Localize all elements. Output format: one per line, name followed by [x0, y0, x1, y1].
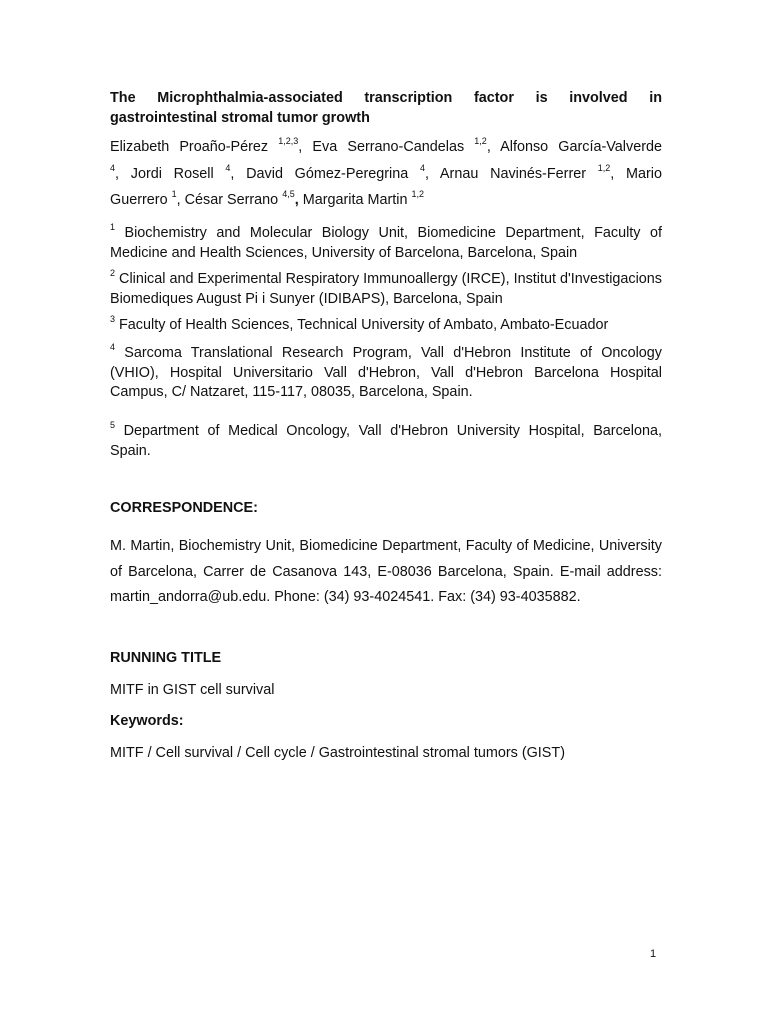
correspondence-heading: CORRESPONDENCE:: [110, 500, 258, 516]
affiliation-3: [110, 316, 662, 336]
paper-title: The Microphthalmia-associated transcription factor is involved in gastrointestinal stromal tumor growth: [110, 90, 662, 126]
affiliation-number: 3: [110, 314, 116, 325]
author-text: Margarita Martin: [298, 192, 412, 208]
affiliation-number: 4: [110, 342, 116, 353]
author-affil-sup: 1,2,3: [278, 136, 299, 147]
author-text: , Arnau Navinés-Ferrer: [425, 165, 598, 182]
author-text: , César Serrano: [176, 192, 283, 208]
correspondence-text: M. Martin, Biochemistry Unit, Biomedicine Department, Faculty of Medicine, University of Barcelona, Carrer de Casanova 143, E-08036 Barcelona, Spain. E-mail address: martin_andorra@ub.edu. Phone: (34) 93-4024541. Fax: (34) 93-4035882.: [110, 538, 662, 605]
author-affil-sup: 4: [110, 162, 116, 173]
author-affil-sup: 4: [419, 162, 425, 173]
affiliation-4: [110, 344, 662, 403]
keywords-text: MITF / Cell survival / Cell cycle / Gastrointestinal stromal tumors (GIST): [110, 745, 565, 761]
author-affil-sup: 1,2: [474, 136, 487, 147]
affiliation-number: 2: [110, 268, 116, 279]
affiliation-text: Department of Medical Oncology, Vall d'Hebron University Hospital, Barcelona, Spain.: [110, 423, 662, 459]
affiliation-text: Clinical and Experimental Respiratory Immunoallergy (IRCE), Institut d'Investigacions Biomediques August Pi i Sunyer (IDIBAPS), Barcelona, Spain: [110, 271, 662, 307]
author-line-2: [110, 161, 662, 188]
keywords-heading: Keywords:: [110, 713, 184, 729]
affiliation-number: 1: [110, 222, 116, 233]
running-title-text: MITF in GIST cell survival: [110, 682, 275, 698]
affiliation-number: 5: [110, 420, 116, 431]
author-line-1: [110, 134, 662, 161]
author-text: Guerrero: [110, 192, 172, 208]
author-affil-sup: 1,2: [597, 162, 611, 173]
affiliation-2: [110, 270, 662, 309]
author-text: , Jordi Rosell: [115, 165, 226, 182]
author-text: Elizabeth Proaño-Pérez: [110, 139, 279, 155]
author-text: , David Gómez-Peregrina: [230, 165, 420, 182]
author-text: , Alfonso García-Valverde: [486, 139, 662, 155]
author-line-3: [110, 187, 662, 214]
author-text: , Mario: [610, 165, 662, 182]
affiliation-text: Faculty of Health Sciences, Technical University of Ambato, Ambato-Ecuador: [115, 317, 609, 333]
author-text: ,: [294, 192, 299, 208]
author-list: [110, 134, 662, 214]
affiliation-1: [110, 224, 662, 263]
author-text: , Eva Serrano-Candelas: [298, 139, 475, 155]
author-affil-sup: 4: [225, 162, 231, 173]
affiliation-5: [110, 422, 662, 461]
affiliation-text: Sarcoma Translational Research Program, Vall d'Hebron Institute of Oncology (VHIO), Hospital Universitario Vall d'Hebron, Vall d'Hebron Barcelona Hospital Campus, C/ Natzaret, 115-117, 08035, Barcelona, Spain.: [110, 345, 662, 400]
page-number: 1: [650, 948, 657, 960]
author-affil-sup: 1,2: [411, 189, 424, 200]
author-affil-sup: 4,5: [282, 189, 295, 200]
running-title-heading: RUNNING TITLE: [110, 650, 222, 666]
author-affil-sup: 1: [171, 189, 177, 200]
affiliation-text: Biochemistry and Molecular Biology Unit, Biomedicine Department, Faculty of Medicine and Health Sciences, University of Barcelona, Barcelona, Spain: [110, 225, 662, 261]
